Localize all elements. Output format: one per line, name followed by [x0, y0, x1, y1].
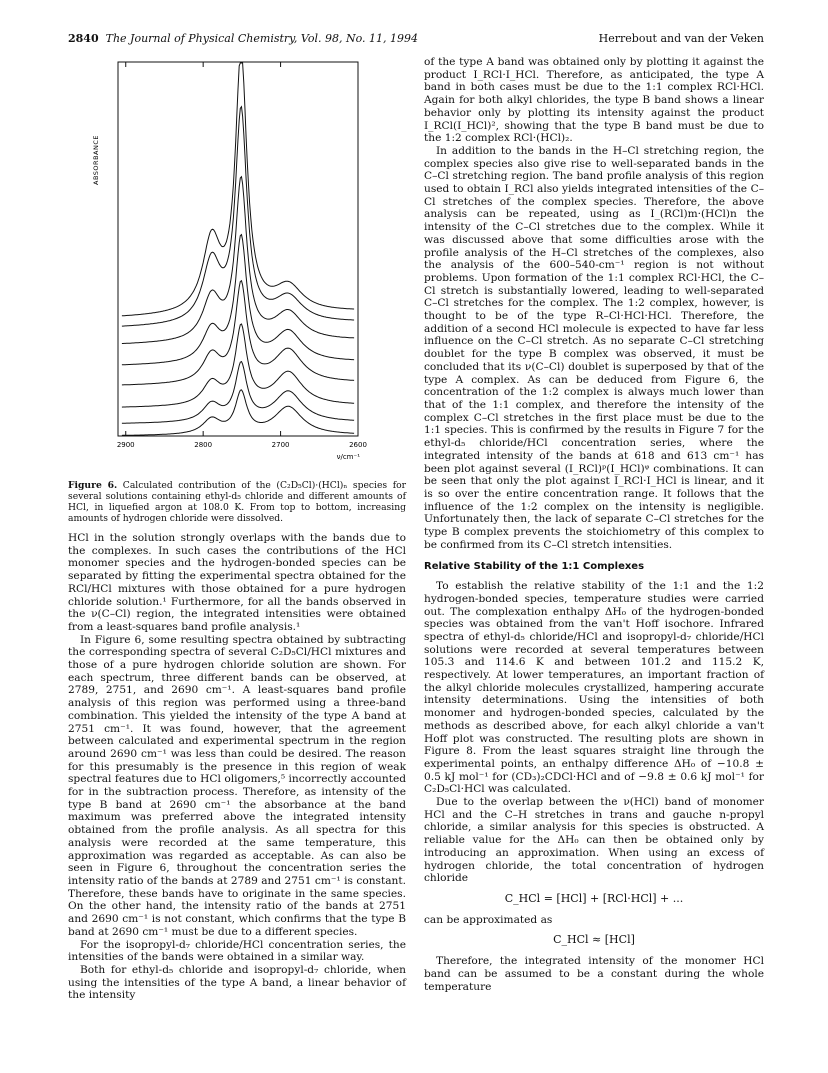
x-tick-label: 2800 — [194, 441, 213, 449]
left-para-4: Both for ethyl-d₅ chloride and isopropyl-d₇ chloride, when using the intensities of the type A band, a linear behavior of the intensity — [68, 963, 406, 1002]
right-para-3: To establish the relative stability of the 1:1 and the 1:2 hydrogen-bonded species, temperature studies were carried out. The complexation enthalpy ΔH₀ of the hydrogen-bonded species was obtained from the van't Hoff isochore. Infrared spectra of ethyl-d₅ chloride/HCl and isopropyl-d₇ chloride/HCl solutions were recorded at several temperatures between 105.3 and 114.6 K and between 101.2 and 115.2 K, respectively. At lower temperatures, an important fraction of the alkyl chloride molecules crystallized, hampering accurate intensity determinations. Using the intensities of both monomer and hydrogen-bonded species, calculated by the methods as described above, for each alkyl chloride a van't Hoff plot was constructed. The resulting plots are shown in Figure 8. From the least squares straight line through the experimental points, an enthalpy difference ΔH₀ of −10.8 ± 0.5 kJ mol⁻¹ for (CD₃)₂CDCl·HCl and of −9.8 ± 0.6 kJ mol⁻¹ for C₂D₅Cl·HCl was calculated. — [424, 580, 764, 796]
right-para-1: of the type A band was obtained only by plotting it against the product I_RCl·I_HCl. Therefore, as anticipated, the type A band in both cases must be due to the 1:1 complex RCl·HCl. Again for both alkyl chlorides, the type B band shows a linear behavior only by plotting its intensity against the product I_RCl(I_HCl)², showing that the type B band must be due to the 1:2 complex RCl·(HCl)₂. — [424, 56, 764, 145]
right-para-5: Therefore, the integrated intensity of the monomer HCl band can be assumed to be a constant during the whole temperature — [424, 955, 764, 993]
plot-frame — [118, 62, 358, 436]
spectrum-trace — [122, 63, 354, 316]
spectrum-trace — [122, 324, 354, 407]
header-authors: Herrebout and van der Veken — [598, 32, 764, 45]
x-tick-label: 2900 — [116, 441, 135, 449]
journal-title: The Journal of Physical Chemistry, Vol. 98, No. 11, 1994 — [105, 32, 418, 45]
right-para-4: Due to the overlap between the ν(HCl) band of monomer HCl and the C–H stretches in trans and gauche n-propyl chloride, a similar analysis for this species is obstructed. A reliable value for the ΔH₀ can then be obtained only by introducing an approximation. When using an excess of hydrogen chloride, the total concentration of hydrogen chloride — [424, 796, 764, 885]
equation-1: C_HCl = [HCl] + [RCl·HCl] + ... — [504, 892, 684, 905]
figure-caption — [68, 480, 406, 524]
spectrum-trace — [122, 390, 354, 436]
page-header — [68, 32, 764, 50]
right-para-2: In addition to the bands in the H–Cl stretching region, the complex species also give rise to well-separated bands in the C–Cl stretching region. The band profile analysis of this region used to obtain I_RCl also yields integrated intensities of the C–Cl stretches of the complex species. Therefore, the above analysis can be repeated, using as I_(RCl)m·(HCl)n the intensity of the C–Cl stretches due to the complex. While it was discussed above that some difficulties arose with the profile analysis of the H–Cl stretches of the complexes, also the analysis of the 600–540-cm⁻¹ region is not without problems. Upon formation of the 1:1 complex RCl·HCl, the C–Cl stretch is substantially lowered, leading to well-separated C–Cl stretches for the complex. The 1:2 complex, however, is thought to be of the type R–Cl·HCl·HCl. Therefore, the addition of a second HCl molecule is expected to have far less influence on the C–Cl stretch. As no separate C–Cl stretching doublet for the type B complex was observed, it must be concluded that its ν(C–Cl) doublet is superposed by that of the type A complex. As can be deduced from Figure 6, the concentration of the 1:2 complex is always much lower than that of the 1:1 complex, and therefore the intensity of the complex C–Cl stretches in the first place must be due to the 1:1 species. This is confirmed by the results in Figure 7 for the ethyl-d₅ chloride/HCl concentration series, where the integrated intensity of the bands at 618 and 613 cm⁻¹ has been plot against several (I_RCl)ᵖ(I_HCl)ᵠ combinations. It can be seen that only the plot against I_RCl·I_HCl is linear, and it is so over the entire concentration range. It follows that the influence of the 1:2 complex on the intensity is negligible. Unfortunately then, the lack of separate C–Cl stretches for the type B complex prevents the stoichiometry of this complex to be confirmed from its C–Cl stretch intensities. — [424, 144, 764, 551]
spectra-chart — [68, 56, 406, 476]
spectrum-trace — [122, 177, 354, 344]
header-left — [68, 32, 418, 45]
x-tick-label: 2700 — [271, 441, 290, 449]
x-axis-label: ν/cm⁻¹ — [336, 453, 360, 461]
caption-text: Calculated contribution of the (C₂D₅Cl)·(HCl)ₙ species for several solutions containing ethyl-d₅ chloride and different amounts of HCl, in liquefied argon at 108.0 K. From top to bottom, increasing amounts of hydrogen chloride were dissolved. — [68, 480, 407, 524]
equation-2: C_HCl ≈ [HCl] — [553, 933, 635, 947]
left-column — [68, 56, 406, 1002]
left-para-1: HCl in the solution strongly overlaps with the bands due to the complexes. In such cases the contributions of the HCl monomer species and the hydrogen-bonded species can be separated by fitting the experimental spectra obtained for the RCl/HCl mixtures with those obtained for a pure hydrogen chloride solution.¹ Furthermore, for all the bands observed in the ν(C–Cl) region, the integrated intensities were obtained from a least-squares band profile analysis.¹ — [68, 532, 406, 633]
left-para-3: For the isopropyl-d₇ chloride/HCl concentration series, the intensities of the bands were obtained in a similar way. — [68, 938, 406, 964]
y-axis-label: ABSORBANCE — [92, 135, 100, 185]
figure-6 — [68, 56, 406, 476]
eq-connector: can be approximated as — [424, 913, 553, 926]
right-column — [424, 56, 764, 993]
section-heading: Relative Stability of the 1:1 Complexes — [424, 561, 645, 573]
x-tick-label: 2600 — [349, 441, 367, 449]
caption-label: Figure 6. — [68, 480, 118, 491]
left-para-2: In Figure 6, some resulting spectra obtained by subtracting the corresponding spectra of several C₂D₅Cl/HCl mixtures and those of a pure hydrogen chloride solution are shown. For each spectrum, three different bands can be observed, at 2789, 2751, and 2690 cm⁻¹. A least-squares band profile analysis of this region was performed using a three-band combination. This yielded the intensity of the type A band at 2751 cm⁻¹. It was found, however, that the agreement between calculated and experimental spectrum in the region around 2690 cm⁻¹ was less than could be desired. The reason for this presumably is the presence in this region of weak spectral features due to HCl oligomers,⁵ incorrectly accounted for in the subtraction process. Therefore, as intensity of the type B band at 2690 cm⁻¹ the absorbance at the band maximum was preferred above the integrated intensity obtained from the profile analysis. As all spectra for this analysis were recorded at the same temperature, this approximation was regarded as acceptable. As can also be seen in Figure 6, throughout the concentration series the intensity ratio of the bands at 2789 and 2751 cm⁻¹ is constant. Therefore, these bands have to originate in the same species. On the other hand, the intensity ratio of the bands at 2751 and 2690 cm⁻¹ is not constant, which confirms that the type B band at 2690 cm⁻¹ must be due to a different species. — [68, 633, 406, 938]
spectrum-trace — [122, 362, 354, 424]
page-number: 2840 — [68, 32, 99, 45]
